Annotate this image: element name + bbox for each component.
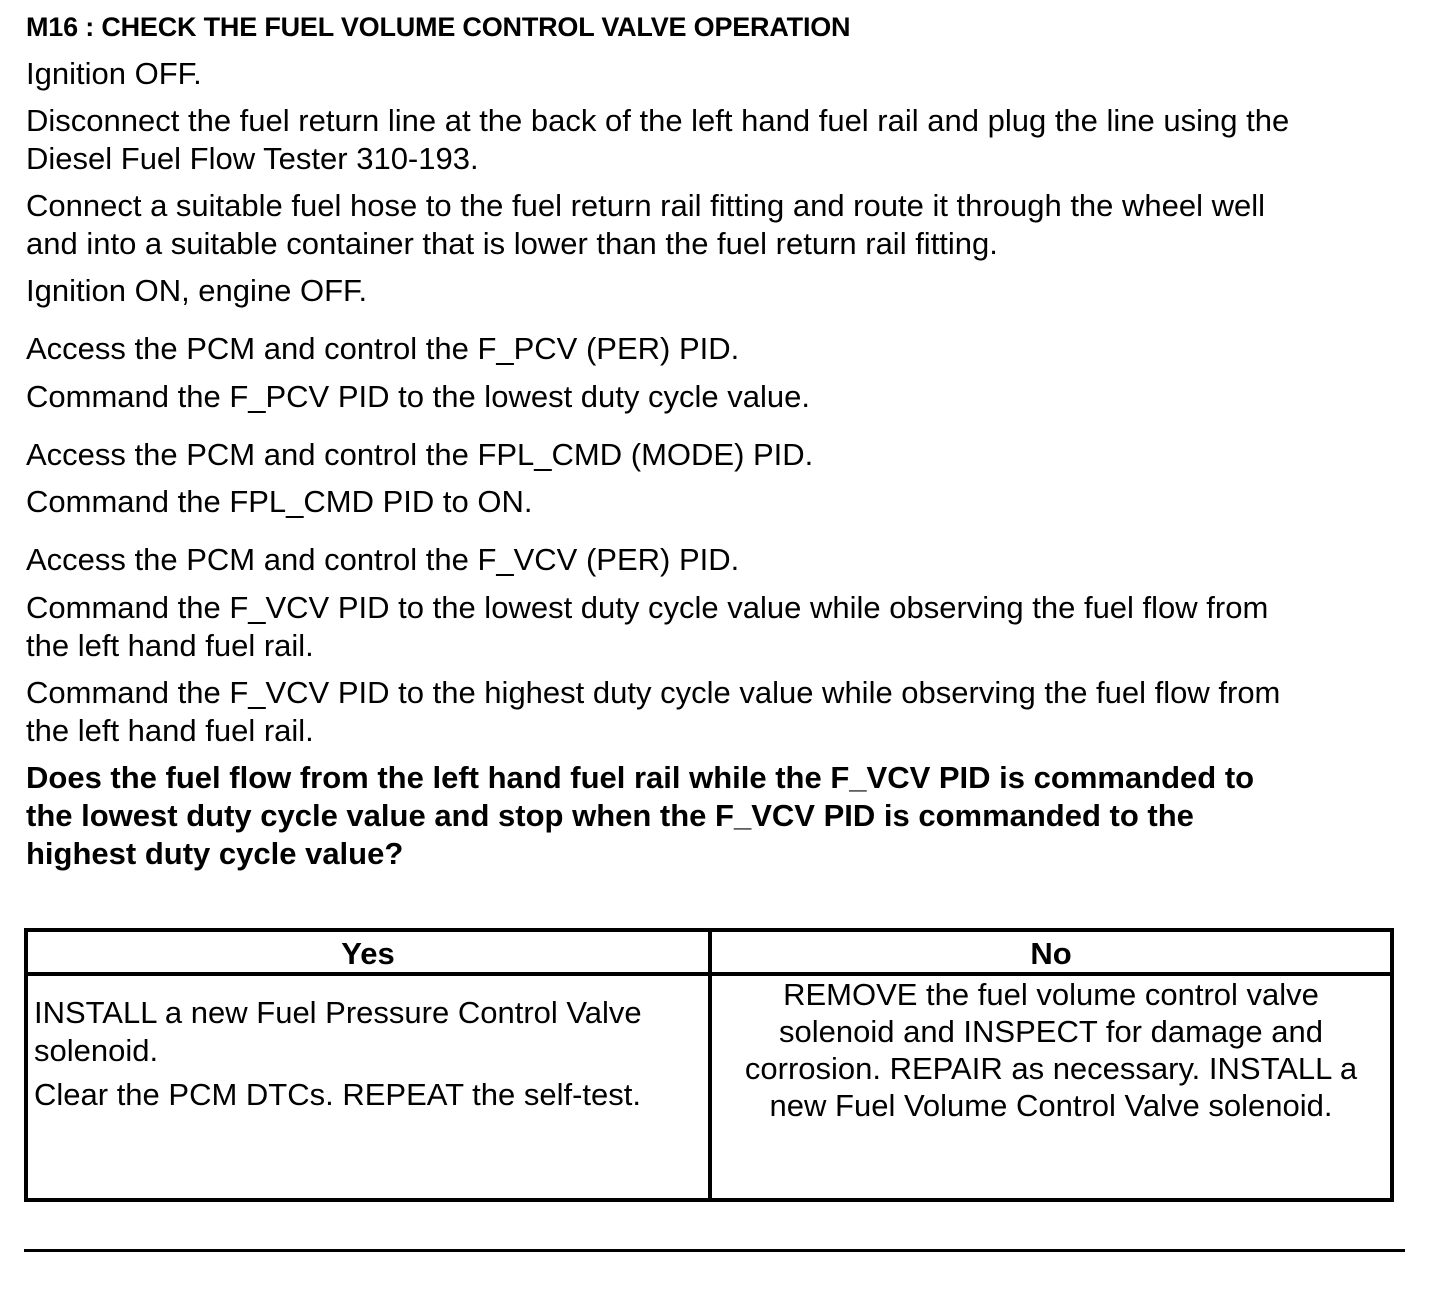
no-line: new Fuel Volume Control Valve solenoid. (769, 1088, 1333, 1123)
step-command-f-vcv-lowest: Command the F_VCV PID to the lowest duty cycle value while observing the fuel flow from (26, 590, 1269, 625)
question-line: the lowest duty cycle value and stop when the F_VCV PID is commanded to the (26, 798, 1194, 833)
step-command-f-vcv-highest-cont: the left hand fuel rail. (26, 713, 314, 748)
no-line: corrosion. REPAIR as necessary. INSTALL a (744, 1051, 1358, 1086)
no-line: REMOVE the fuel volume control valve (783, 977, 1319, 1012)
step-disconnect-return-line: Disconnect the fuel return line at the back of the left hand fuel rail and plug the line using the (26, 103, 1290, 138)
step-disconnect-return-line-cont: Diesel Fuel Flow Tester 310-193. (26, 141, 479, 176)
no-header: No (1030, 936, 1072, 971)
step-ignition-off: Ignition OFF. (26, 56, 202, 91)
diagnostic-question (26, 759, 1254, 873)
footer-rule (24, 1249, 1405, 1252)
yes-cell (34, 994, 704, 1114)
step-access-fpl-cmd: Access the PCM and control the FPL_CMD (MODE) PID. (26, 437, 814, 472)
step-command-f-pcv: Command the F_PCV PID to the lowest duty cycle value. (26, 379, 810, 414)
yes-line: INSTALL a new Fuel Pressure Control Valve (34, 995, 642, 1030)
result-table (24, 928, 1394, 1202)
no-cell (714, 976, 1388, 1124)
question-line: highest duty cycle value? (26, 836, 404, 871)
yes-header: Yes (341, 936, 395, 971)
no-line: solenoid and INSPECT for damage and (779, 1014, 1323, 1049)
yes-line: Clear the PCM DTCs. REPEAT the self-test. (34, 1077, 641, 1112)
step-command-f-vcv-lowest-cont: the left hand fuel rail. (26, 628, 314, 663)
step-command-fpl-cmd: Command the FPL_CMD PID to ON. (26, 484, 533, 519)
step-access-f-pcv: Access the PCM and control the F_PCV (PER) PID. (26, 331, 740, 366)
step-ignition-on: Ignition ON, engine OFF. (26, 273, 368, 308)
question-line: Does the fuel flow from the left hand fuel rail while the F_VCV PID is commanded to (26, 760, 1255, 795)
step-command-f-vcv-highest: Command the F_VCV PID to the highest duty cycle value while observing the fuel flow from (26, 675, 1281, 710)
step-connect-fuel-hose: Connect a suitable fuel hose to the fuel return rail fitting and route it through the wheel well (26, 188, 1266, 223)
page-title: M16 : CHECK THE FUEL VOLUME CONTROL VALVE OPERATION (26, 12, 851, 42)
yes-line: solenoid. (34, 1033, 159, 1068)
step-connect-fuel-hose-cont: and into a suitable container that is lower than the fuel return rail fitting. (26, 226, 998, 261)
step-access-f-vcv: Access the PCM and control the F_VCV (PER) PID. (26, 542, 740, 577)
